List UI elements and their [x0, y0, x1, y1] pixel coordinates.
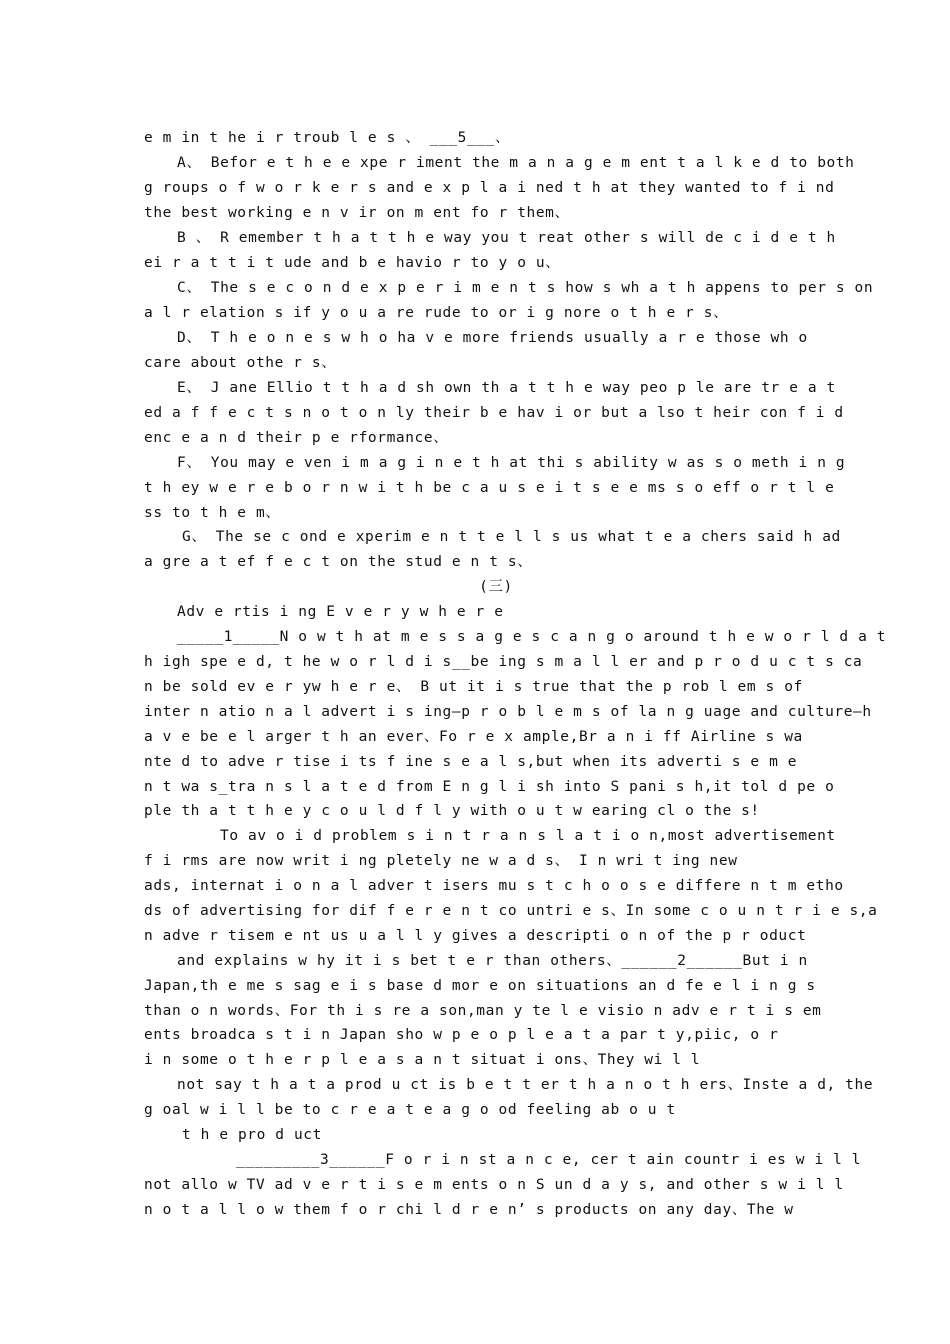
text-line: n t wa s_tra n s l a t e d from E n g l i sh into S pani s h,it tol d pe o: [144, 779, 835, 795]
text-line: _____1_____N o w t h at m e s s a g e s c a n g o around t h e w o r l d a t: [177, 629, 887, 645]
option-g-line: G、 The se c ond e xperim e n t t e l l s us what t e a chers said h ad: [182, 529, 841, 545]
text-line: n be sold ev e r yw h e r e、 B ut it i s true that the p rob l em s of: [144, 679, 803, 695]
option-f-line: F、 You may e ven i m a g i n e t h at thi s ability w as s o meth i n g: [177, 455, 846, 471]
text-line: than o n words、For th i s re a son,man y te l e visio n adv e r t i s em: [144, 1003, 822, 1019]
text-line: Japan,th e me s sag e i s base d mor e on situations an d fe e l i n g s: [144, 978, 816, 994]
option-b-line: B 、 R emember t h a t t h e way you t reat other s will de c i d e t h: [177, 230, 836, 246]
text-line: i n some o t h e r p l e a s a n t situat i ons、They wi l l: [144, 1052, 701, 1068]
option-d-line: D、 T h e o n e s w h o ha v e more friends usually a r e those wh o: [177, 330, 808, 346]
text-line: enc e a n d their p e rformance、: [144, 430, 449, 446]
text-line: not allo w TV ad v e r t i s e m ents o n S un d a y s, and other s w i l l: [144, 1177, 844, 1193]
text-line: ds of advertising for dif f e r e n t co untri e s、In some c o u n t r i e s,a: [144, 903, 878, 919]
text-line: n o t a l l o w them f o r chi l d r e n’ s products on any day、The w: [144, 1202, 794, 1218]
text-line: ss to t h e m、: [144, 505, 281, 521]
text-line: not say t h a t a prod u ct is b e t t er t h a n o t h ers、Inste a d, the: [177, 1077, 874, 1093]
text-line: g roups o f w o r k e r s and e x p l a i ned t h at they wanted to f i nd: [144, 180, 835, 196]
option-a-line: A、 Befor e t h e e xpe r iment the m a n a g e m ent t a l k e d to both: [177, 155, 855, 171]
text-line: To av o i d problem s i n t r a n s l a t i o n,most advertisement: [220, 828, 836, 844]
section-title: Adv e rtis i ng E v e r y w h e r e: [177, 604, 504, 620]
option-e-line: E、 J ane Ellio t t h a d sh own th a t t h e way peo p le are tr e a t: [177, 380, 836, 396]
option-c-line: C、 The s e c o n d e x p e r i m e n t s how s wh a t h appens to per s on: [177, 280, 874, 296]
text-line: the best working e n v ir on m ent fo r them、: [144, 205, 570, 221]
text-line: t h ey w e r e b o r n w i t h be c a u s e i t s e e ms s o eff o r t l e: [144, 480, 835, 496]
text-line: and explains w hy it i s bet t e r than others、______2______But i n: [177, 953, 808, 969]
text-line: n adve r tisem e nt us u a l l y gives a descripti o n of the p r oduct: [144, 928, 807, 944]
text-line: ents broadca s t i n Japan sho w p e o p l e a t a par t y,piic, o r: [144, 1027, 779, 1043]
text-line: nte d to adve r tise i ts f ine s e a l s,but when its adverti s e m e: [144, 754, 798, 770]
text-line: g oal w i l l be to c r e a t e a g o od feeling ab o u t: [144, 1102, 676, 1118]
text-line: a v e be e l arger t h an ever、Fo r e x ample,Br a n i ff Airline s wa: [144, 729, 803, 745]
text-line: h igh spe e d, t he w o r l d i s__be ing s m a l l er and p r o d u c t s ca: [144, 654, 863, 670]
text-line: f i rms are now writ i ng pletely ne w a d s、 I n wri t ing new: [144, 853, 738, 869]
text-line: ei r a t t i t ude and b e havio r to y o u、: [144, 255, 561, 271]
text-line: _________3______F o r i n st a n c e, cer t ain countr i es w i l l: [236, 1152, 862, 1168]
section-number: (三): [479, 579, 513, 595]
text-line: e m in t he i r troub l e s 、 ___5___、: [144, 130, 511, 146]
text-line: a l r elation s if y o u a re rude to or i g nore o t h e r s、: [144, 305, 729, 321]
text-line: a gre a t ef f e c t on the stud e n t s、: [144, 554, 533, 570]
text-line: inter n atio n a l advert i s ing—p r o b l e m s of la n g uage and culture—h: [144, 704, 872, 720]
text-line: ple th a t t h e y c o u l d f l y with o u t w earing cl o the s!: [144, 803, 760, 819]
text-line: ed a f f e c t s n o t o n ly their b e hav i or but a lso t heir con f i d: [144, 405, 844, 421]
text-line: t h e pro d uct: [182, 1127, 322, 1143]
text-line: ads, internat i o n a l adver t isers mu s t c h o o s e differe n t m etho: [144, 878, 844, 894]
text-line: care about othe r s、: [144, 355, 337, 371]
